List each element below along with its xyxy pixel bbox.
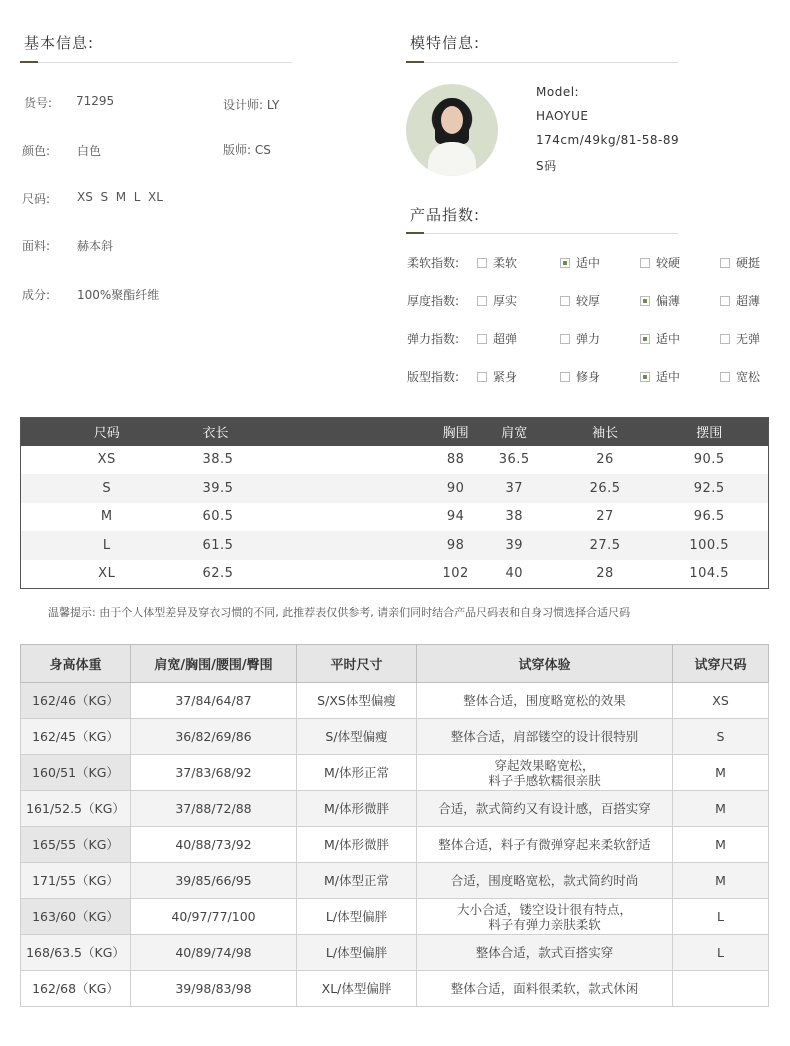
color-label: 颜色: <box>22 144 51 158</box>
model-size: S码 <box>536 159 557 173</box>
index-row-label: 弹力指数: <box>407 332 460 346</box>
size-table-cell: 98 <box>443 531 469 560</box>
checkbox-icon[interactable] <box>720 334 730 344</box>
basic-info-title: 基本信息: <box>24 34 95 52</box>
size-table-cell: 39.5 <box>193 474 443 503</box>
index-option[interactable] <box>640 330 680 347</box>
size-table-cell: 39 <box>469 531 560 560</box>
size-table-row <box>21 446 769 475</box>
checked-checkbox-icon[interactable] <box>640 296 650 306</box>
try-table-row <box>21 719 769 755</box>
try-table-cell: 37/88/72/88 <box>131 791 297 827</box>
try-table-row <box>21 863 769 899</box>
index-option-label: 适中 <box>576 256 601 270</box>
size-table-cell: 37 <box>469 474 560 503</box>
index-option[interactable] <box>477 368 517 385</box>
try-on-table <box>20 644 769 1007</box>
size-table-header <box>21 418 769 446</box>
size-table-cell: 90 <box>443 474 469 503</box>
try-table-cell: 整体合适，围度略宽松的效果 <box>417 683 673 719</box>
index-option[interactable] <box>720 292 760 309</box>
size-table-cell: XS <box>97 452 116 468</box>
index-option[interactable] <box>640 292 680 309</box>
size-table-cell: 90.5 <box>693 452 725 468</box>
try-header-cell: 平时尺寸 <box>297 645 417 683</box>
try-table-cell: M <box>673 863 769 899</box>
try-table-cell: 37/83/68/92 <box>131 755 297 791</box>
size-table-cell: 104.5 <box>689 566 730 582</box>
size-header-cell: 肩宽 <box>469 418 560 446</box>
try-table-cell: 171/55（KG） <box>21 863 131 899</box>
try-table-cell: M/体形正常 <box>297 755 417 791</box>
checkbox-icon[interactable] <box>640 258 650 268</box>
try-table-cell: L <box>673 935 769 971</box>
size-table-cell: 38.5 <box>202 452 234 468</box>
index-option-label: 超弹 <box>493 332 518 346</box>
index-option[interactable] <box>640 368 680 385</box>
try-table-cell: S <box>673 719 769 755</box>
designer-info: 设计师: LY <box>223 98 280 112</box>
size-table-row <box>21 531 769 560</box>
size-header-cell: 袖长 <box>560 418 651 446</box>
try-table-cell: 165/55（KG） <box>21 827 131 863</box>
checkbox-icon[interactable] <box>477 296 487 306</box>
try-table-cell: 40/89/74/98 <box>131 935 297 971</box>
index-option-label: 适中 <box>656 332 681 346</box>
index-option[interactable] <box>560 368 600 385</box>
checkbox-icon[interactable] <box>560 296 570 306</box>
size-table-cell: 38 <box>505 509 523 525</box>
size-table-cell: 26 <box>596 452 614 468</box>
try-header-cell: 试穿尺码 <box>673 645 769 683</box>
try-table-row <box>21 971 769 1007</box>
index-option-label: 弹力 <box>576 332 601 346</box>
try-table-cell: 37/84/64/87 <box>131 683 297 719</box>
try-header-cell: 身高体重 <box>21 645 131 683</box>
size-table-cell: 88 <box>446 452 465 468</box>
model-measurements: 174cm/49kg/81-58-89 <box>536 133 680 147</box>
try-table-cell: 168/63.5（KG） <box>21 935 131 971</box>
size-header-cell: 摆围 <box>650 418 768 446</box>
try-table-cell: S/XS体型偏瘦 <box>297 683 417 719</box>
composition-value: 100%聚酯纤维 <box>77 288 160 302</box>
try-table-cell: 40/97/77/100 <box>131 899 297 935</box>
try-table-cell: L/体型偏胖 <box>297 935 417 971</box>
size-table-cell: 94 <box>446 509 465 525</box>
index-option-label: 较硬 <box>656 256 681 270</box>
size-table-cell: XL <box>98 566 116 582</box>
checkbox-icon[interactable] <box>720 372 730 382</box>
size-table-cell: 60.5 <box>202 509 234 525</box>
size-table-cell: 27.5 <box>560 531 651 560</box>
item-no-value: 71295 <box>76 94 115 108</box>
index-option-label: 宽松 <box>736 370 761 384</box>
try-table-cell: 大小合适，镂空设计很有特点， 料子有弹力亲肤柔软 <box>417 899 673 935</box>
size-table-cell: 26.5 <box>560 474 651 503</box>
checkbox-icon[interactable] <box>477 334 487 344</box>
try-table-cell: M/体型正常 <box>297 863 417 899</box>
model-info-divider <box>406 62 678 63</box>
product-index-divider <box>406 233 678 234</box>
try-table-cell: 整体合适，面料很柔软，款式休闲 <box>417 971 673 1007</box>
try-table-cell: 穿起效果略宽松， 料子手感软糯很亲肤 <box>417 755 673 791</box>
index-option-label: 厚实 <box>493 294 518 308</box>
try-table-row <box>21 899 769 935</box>
try-table-cell <box>673 971 769 1007</box>
size-value: XS S M L XL <box>77 190 163 204</box>
checkbox-icon[interactable] <box>720 258 730 268</box>
size-table-cell: 36.5 <box>498 452 530 468</box>
size-tip: 温馨提示: 由于个人体型差异及穿衣习惯的不同, 此推荐表仅供参考, 请亲们同时结合产品尺码表和自身习惯选择合适尺码 <box>48 606 631 619</box>
index-option[interactable] <box>477 330 517 347</box>
checkbox-icon[interactable] <box>477 372 487 382</box>
size-table-cell: 96.5 <box>693 509 725 525</box>
checkbox-icon[interactable] <box>560 372 570 382</box>
try-table-cell: 整体合适，肩部镂空的设计很特别 <box>417 719 673 755</box>
try-table-cell: 162/46（KG） <box>21 683 131 719</box>
try-table-cell: 162/45（KG） <box>21 719 131 755</box>
try-table-row <box>21 791 769 827</box>
size-table-cell: 27 <box>596 509 614 525</box>
checkbox-icon[interactable] <box>720 296 730 306</box>
index-row-label: 版型指数: <box>407 370 460 384</box>
basic-info-accent <box>20 61 38 63</box>
try-table-cell: M/体形微胖 <box>297 827 417 863</box>
size-table-cell: 28 <box>596 566 614 582</box>
index-option-label: 较厚 <box>576 294 601 308</box>
size-chart-table <box>20 417 769 589</box>
try-table-cell: 合适，围度略宽松，款式简约时尚 <box>417 863 673 899</box>
try-table-cell: XL/体型偏胖 <box>297 971 417 1007</box>
try-table-header <box>21 645 769 683</box>
size-table-cell: S <box>21 474 193 503</box>
try-table-row <box>21 935 769 971</box>
model-info-title: 模特信息: <box>410 34 481 52</box>
try-table-row <box>21 755 769 791</box>
index-option[interactable] <box>720 254 760 271</box>
try-table-cell: L <box>673 899 769 935</box>
try-table-cell: M <box>673 791 769 827</box>
size-header-cell: 尺码 <box>21 418 193 446</box>
try-table-cell: 整体合适，款式百搭实穿 <box>417 935 673 971</box>
fabric-label: 面料: <box>22 239 51 253</box>
model-info-accent <box>406 61 424 63</box>
try-table-cell: 163/60（KG） <box>21 899 131 935</box>
product-index-accent <box>406 232 424 234</box>
try-header-cell: 试穿体验 <box>417 645 673 683</box>
try-table-cell: S/体型偏瘦 <box>297 719 417 755</box>
size-table-cell: 102 <box>442 566 469 582</box>
try-table-cell: 160/51（KG） <box>21 755 131 791</box>
size-table-row <box>21 474 769 503</box>
size-header-cell: 胸围 <box>443 418 469 446</box>
model-name: HAOYUE <box>536 109 589 123</box>
model-line-label: Model: <box>536 85 580 99</box>
checkbox-icon[interactable] <box>477 258 487 268</box>
try-table-cell: M/体形微胖 <box>297 791 417 827</box>
index-row-label: 厚度指数: <box>407 294 460 308</box>
index-option-label: 柔软 <box>493 256 518 270</box>
basic-info-divider <box>20 62 292 63</box>
size-table-row <box>21 560 769 589</box>
size-table-cell: 40 <box>505 566 523 582</box>
index-option[interactable] <box>477 254 517 271</box>
size-table-cell: 61.5 <box>193 531 443 560</box>
index-option[interactable] <box>640 254 680 271</box>
try-table-row <box>21 683 769 719</box>
checkbox-icon[interactable] <box>560 334 570 344</box>
size-table-cell: 92.5 <box>650 474 768 503</box>
index-option[interactable] <box>560 330 600 347</box>
index-option-label: 超薄 <box>736 294 761 308</box>
try-table-cell: 162/68（KG） <box>21 971 131 1007</box>
color-value: 白色 <box>77 144 102 158</box>
size-table-cell: 62.5 <box>202 566 234 582</box>
fabric-value: 赫本斜 <box>77 239 114 253</box>
index-option-label: 适中 <box>656 370 681 384</box>
try-header-cell: 肩宽/胸围/腰围/臀围 <box>131 645 297 683</box>
try-table-cell: 40/88/73/92 <box>131 827 297 863</box>
try-table-cell: XS <box>673 683 769 719</box>
checked-checkbox-icon[interactable] <box>640 334 650 344</box>
index-option-label: 无弹 <box>736 332 761 346</box>
size-table-cell: M <box>100 509 113 525</box>
size-label: 尺码: <box>22 192 51 206</box>
index-option[interactable] <box>560 254 600 271</box>
index-option-label: 硬挺 <box>736 256 761 270</box>
checked-checkbox-icon[interactable] <box>640 372 650 382</box>
index-option[interactable] <box>720 368 760 385</box>
product-index-title: 产品指数: <box>410 206 481 224</box>
index-row-label: 柔软指数: <box>407 256 460 270</box>
model-avatar <box>406 84 498 176</box>
index-option-label: 紧身 <box>493 370 518 384</box>
index-option-label: 偏薄 <box>656 294 681 308</box>
index-option-label: 修身 <box>576 370 601 384</box>
index-option[interactable] <box>560 292 600 309</box>
size-table-row <box>21 503 769 532</box>
try-table-cell: 整体合适，料子有微弹穿起来柔软舒适 <box>417 827 673 863</box>
index-option[interactable] <box>720 330 760 347</box>
size-table-cell: 100.5 <box>650 531 768 560</box>
try-table-cell: M <box>673 755 769 791</box>
try-table-cell: L/体型偏胖 <box>297 899 417 935</box>
try-table-cell: M <box>673 827 769 863</box>
size-table-cell: L <box>21 531 193 560</box>
item-no-label: 货号: <box>24 96 53 110</box>
try-table-row <box>21 827 769 863</box>
size-header-cell: 衣长 <box>193 418 443 446</box>
try-table-cell: 合适，款式简约又有设计感，百搭实穿 <box>417 791 673 827</box>
try-table-cell: 161/52.5（KG） <box>21 791 131 827</box>
checked-checkbox-icon[interactable] <box>560 258 570 268</box>
index-option[interactable] <box>477 292 517 309</box>
try-table-cell: 39/98/83/98 <box>131 971 297 1007</box>
try-table-cell: 39/85/66/95 <box>131 863 297 899</box>
pattern-maker-info: 版师: CS <box>223 143 271 157</box>
composition-label: 成分: <box>22 288 51 302</box>
try-table-cell: 36/82/69/86 <box>131 719 297 755</box>
